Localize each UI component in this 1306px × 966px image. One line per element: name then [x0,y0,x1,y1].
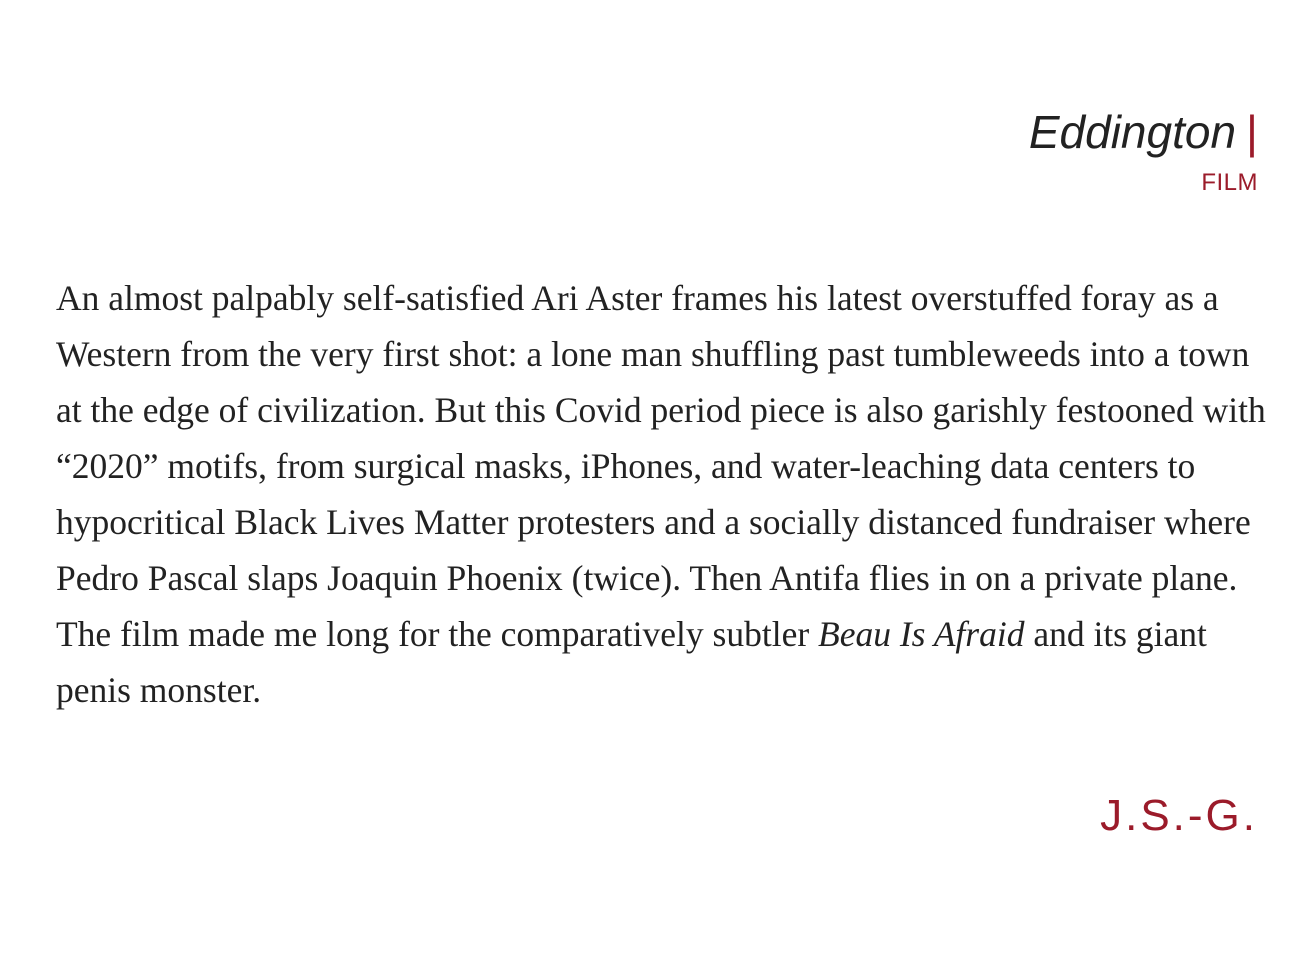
film-title-line [1029,104,1258,160]
referenced-film-title: Beau Is Afraid [818,614,1025,654]
review-header [1029,104,1258,198]
category-label: FILM [1201,169,1258,196]
author-initials: J.S.-G. [1100,791,1258,840]
title-separator: | [1246,106,1258,158]
review-text [56,270,1266,718]
review-text-after: and its giant penis monster. [56,614,1207,710]
film-title: Eddington [1028,106,1237,158]
review-text-before: An almost palpably self-satisfied Ari Aster frames his latest overstuffed foray as a Western from the very first shot: a lone man shuffling past tumbleweeds into a town at the edge of civilization. But this Covid period piece is also garishly festooned with “2020” motifs, from surgical masks, iPhones, and water-leaching data centers to hypocritical Black Lives Matter protesters and a socially distanced fundraiser where Pedro Pascal slaps Joaquin Phoenix (twice). Then Antifa flies in on a private plane. The film made me long for the comparatively subtler [56,278,1266,654]
